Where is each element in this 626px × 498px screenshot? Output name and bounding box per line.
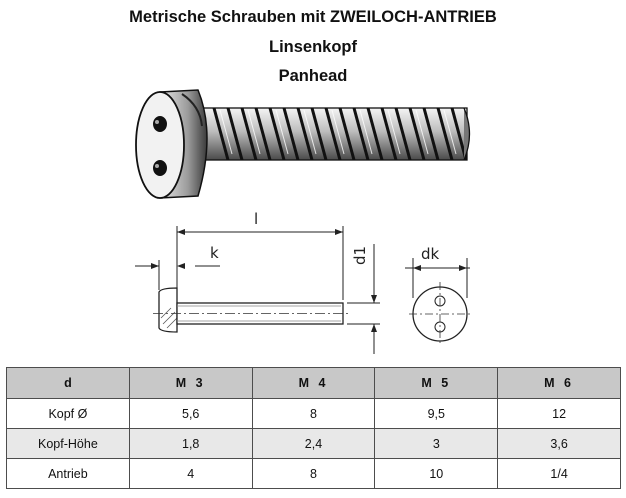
table-row: [7, 399, 621, 429]
subtitle-head-type-english: Panhead: [278, 67, 348, 85]
label-k: k: [210, 244, 219, 262]
table-cell: 9,5: [375, 399, 498, 429]
title-drive-type: ZWEILOCH-ANTRIEB: [329, 8, 497, 26]
page-title: [0, 7, 626, 27]
table-cell: 1/4: [498, 459, 621, 489]
table-cell: 1,8: [129, 429, 252, 459]
label-d1: d1: [351, 245, 369, 265]
specification-table: [6, 367, 621, 489]
label-l: l: [254, 210, 259, 228]
table-cell: 5,6: [129, 399, 252, 429]
table-cell: 3,6: [498, 429, 621, 459]
subtitle-head-type: Linsenkopf: [268, 38, 357, 56]
row-label-head-height: Kopf-Höhe: [7, 429, 130, 459]
drive-hole-bottom: [153, 160, 167, 176]
screw-head-face: [136, 92, 184, 198]
table-row: [7, 459, 621, 489]
header-size-m4: M 4: [252, 368, 375, 399]
screw-illustration: [130, 86, 475, 202]
technical-drawing: [125, 200, 470, 360]
row-label-head-diameter: Kopf Ø: [7, 399, 130, 429]
table-cell: 8: [252, 399, 375, 429]
header-size-m5: M 5: [375, 368, 498, 399]
side-view-head: [159, 288, 177, 332]
header-size-m6: M 6: [498, 368, 621, 399]
table-cell: 3: [375, 429, 498, 459]
drive-hole-top: [153, 116, 167, 132]
header-dimension: d: [7, 368, 130, 399]
table-cell: 8: [252, 459, 375, 489]
table-header-row: [7, 368, 621, 399]
table-cell: 4: [129, 459, 252, 489]
header-size-m3: M 3: [129, 368, 252, 399]
label-dk: dk: [421, 245, 440, 263]
row-label-drive: Antrieb: [7, 459, 130, 489]
table-cell: 12: [498, 399, 621, 429]
title-prefix: Metrische Schrauben mit: [129, 8, 330, 26]
table-cell: 2,4: [252, 429, 375, 459]
table-cell: 10: [375, 459, 498, 489]
table-row: [7, 429, 621, 459]
